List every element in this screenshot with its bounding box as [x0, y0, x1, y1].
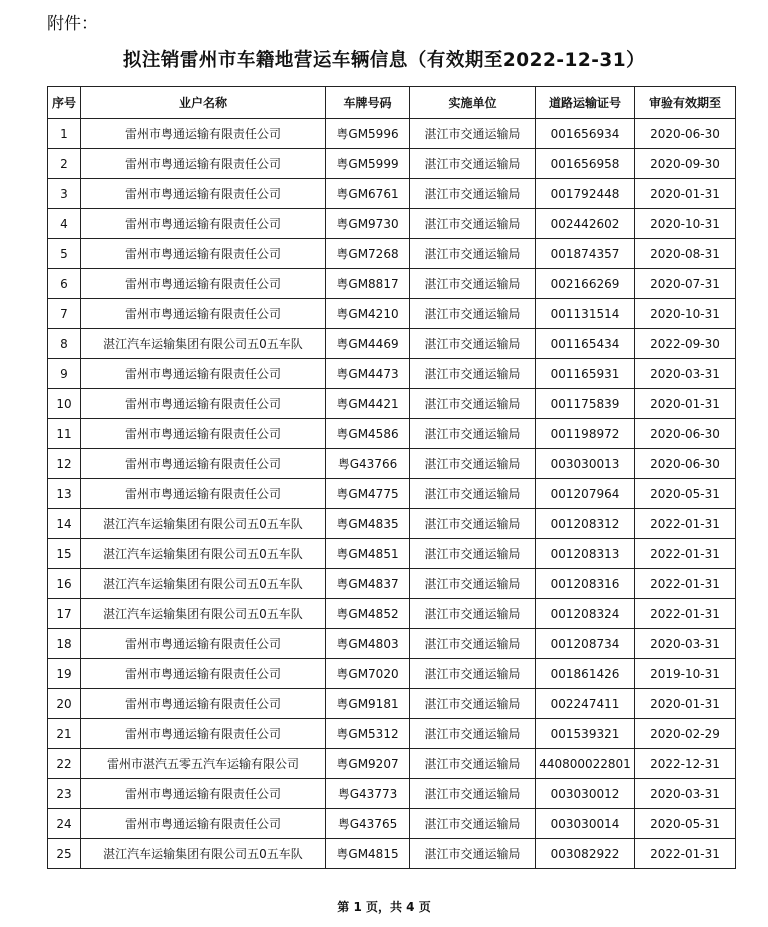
- cell-expiry: 2022-01-31: [635, 569, 736, 599]
- cell-expiry: 2020-01-31: [635, 689, 736, 719]
- table-row: [48, 269, 736, 299]
- cell-seq: 20: [48, 689, 81, 719]
- cell-plate: 粤GM4469: [326, 329, 410, 359]
- cell-permit: 001656934: [536, 119, 635, 149]
- cell-permit: 001198972: [536, 419, 635, 449]
- cell-permit: 001175839: [536, 389, 635, 419]
- cell-plate: 粤GM4851: [326, 539, 410, 569]
- cell-permit: 003030012: [536, 779, 635, 809]
- cell-seq: 18: [48, 629, 81, 659]
- cell-company: 雷州市粤通运输有限责任公司: [81, 449, 326, 479]
- header-row: [48, 87, 736, 119]
- cell-company: 雷州市粤通运输有限责任公司: [81, 659, 326, 689]
- cell-plate: 粤GM5999: [326, 149, 410, 179]
- table-row: [48, 479, 736, 509]
- cell-expiry: 2020-05-31: [635, 479, 736, 509]
- cell-plate: 粤GM9730: [326, 209, 410, 239]
- cell-expiry: 2020-10-31: [635, 209, 736, 239]
- cell-agency: 湛江市交通运输局: [410, 479, 536, 509]
- header-permit: 道路运输证号: [536, 87, 635, 119]
- cell-seq: 15: [48, 539, 81, 569]
- cell-agency: 湛江市交通运输局: [410, 329, 536, 359]
- cell-seq: 12: [48, 449, 81, 479]
- cell-permit: 001208316: [536, 569, 635, 599]
- cell-company: 湛江汽车运输集团有限公司五0五车队: [81, 509, 326, 539]
- table-row: [48, 239, 736, 269]
- cell-permit: 001792448: [536, 179, 635, 209]
- cell-seq: 24: [48, 809, 81, 839]
- cell-expiry: 2020-06-30: [635, 449, 736, 479]
- cell-company: 雷州市粤通运输有限责任公司: [81, 719, 326, 749]
- table-row: [48, 629, 736, 659]
- cell-permit: 001861426: [536, 659, 635, 689]
- cell-permit: 001208312: [536, 509, 635, 539]
- cell-plate: 粤G43765: [326, 809, 410, 839]
- cell-expiry: 2020-03-31: [635, 779, 736, 809]
- cell-expiry: 2019-10-31: [635, 659, 736, 689]
- cell-seq: 6: [48, 269, 81, 299]
- cell-permit: 001165931: [536, 359, 635, 389]
- cell-permit: 001539321: [536, 719, 635, 749]
- cell-permit: 001165434: [536, 329, 635, 359]
- cell-agency: 湛江市交通运输局: [410, 599, 536, 629]
- cell-permit: 001207964: [536, 479, 635, 509]
- cell-agency: 湛江市交通运输局: [410, 809, 536, 839]
- cell-seq: 22: [48, 749, 81, 779]
- cell-seq: 23: [48, 779, 81, 809]
- cell-plate: 粤GM4837: [326, 569, 410, 599]
- cell-plate: 粤G43773: [326, 779, 410, 809]
- cell-seq: 9: [48, 359, 81, 389]
- cell-company: 雷州市粤通运输有限责任公司: [81, 629, 326, 659]
- cell-company: 雷州市粤通运输有限责任公司: [81, 389, 326, 419]
- cell-permit: 001656958: [536, 149, 635, 179]
- cell-expiry: 2020-07-31: [635, 269, 736, 299]
- header-plate: 车牌号码: [326, 87, 410, 119]
- cell-plate: 粤GM4775: [326, 479, 410, 509]
- cell-plate: 粤GM4815: [326, 839, 410, 869]
- cell-permit: 002247411: [536, 689, 635, 719]
- header-seq: 序号: [48, 87, 81, 119]
- cell-agency: 湛江市交通运输局: [410, 389, 536, 419]
- cell-expiry: 2022-01-31: [635, 839, 736, 869]
- cell-plate: 粤GM8817: [326, 269, 410, 299]
- page-footer: 第 1 页，共 4 页: [337, 900, 431, 914]
- cell-agency: 湛江市交通运输局: [410, 359, 536, 389]
- cell-seq: 1: [48, 119, 81, 149]
- table-row: [48, 119, 736, 149]
- cell-expiry: 2020-06-30: [635, 119, 736, 149]
- cell-plate: 粤GM6761: [326, 179, 410, 209]
- cell-permit: 002442602: [536, 209, 635, 239]
- cell-expiry: 2020-09-30: [635, 149, 736, 179]
- cell-company: 湛江汽车运输集团有限公司五0五车队: [81, 539, 326, 569]
- cell-expiry: 2020-10-31: [635, 299, 736, 329]
- cell-agency: 湛江市交通运输局: [410, 719, 536, 749]
- cell-company: 雷州市粤通运输有限责任公司: [81, 689, 326, 719]
- cell-permit: 003082922: [536, 839, 635, 869]
- cell-agency: 湛江市交通运输局: [410, 269, 536, 299]
- cell-seq: 7: [48, 299, 81, 329]
- cell-expiry: 2022-09-30: [635, 329, 736, 359]
- cell-agency: 湛江市交通运输局: [410, 569, 536, 599]
- table-row: [48, 539, 736, 569]
- cell-expiry: 2022-01-31: [635, 599, 736, 629]
- table-row: [48, 449, 736, 479]
- cell-seq: 10: [48, 389, 81, 419]
- cell-seq: 4: [48, 209, 81, 239]
- cell-seq: 5: [48, 239, 81, 269]
- cell-agency: 湛江市交通运输局: [410, 149, 536, 179]
- cell-agency: 湛江市交通运输局: [410, 239, 536, 269]
- cell-agency: 湛江市交通运输局: [410, 539, 536, 569]
- cell-expiry: 2020-01-31: [635, 389, 736, 419]
- cell-company: 雷州市粤通运输有限责任公司: [81, 809, 326, 839]
- table-row: [48, 389, 736, 419]
- cell-seq: 3: [48, 179, 81, 209]
- cell-plate: 粤GM4421: [326, 389, 410, 419]
- cell-plate: 粤GM5312: [326, 719, 410, 749]
- table-row: [48, 779, 736, 809]
- header-expiry: 审验有效期至: [635, 87, 736, 119]
- cell-expiry: 2020-03-31: [635, 359, 736, 389]
- cell-seq: 16: [48, 569, 81, 599]
- cell-agency: 湛江市交通运输局: [410, 299, 536, 329]
- cell-plate: 粤GM4803: [326, 629, 410, 659]
- cell-agency: 湛江市交通运输局: [410, 449, 536, 479]
- cell-agency: 湛江市交通运输局: [410, 689, 536, 719]
- cell-seq: 21: [48, 719, 81, 749]
- cell-agency: 湛江市交通运输局: [410, 659, 536, 689]
- cell-seq: 19: [48, 659, 81, 689]
- header-agency: 实施单位: [410, 87, 536, 119]
- cell-plate: 粤GM4852: [326, 599, 410, 629]
- cell-company: 湛江汽车运输集团有限公司五0五车队: [81, 569, 326, 599]
- table-header: [48, 87, 736, 119]
- cell-plate: 粤GM4473: [326, 359, 410, 389]
- cell-plate: 粤GM4586: [326, 419, 410, 449]
- cell-company: 雷州市粤通运输有限责任公司: [81, 179, 326, 209]
- cell-expiry: 2022-01-31: [635, 509, 736, 539]
- cell-company: 雷州市粤通运输有限责任公司: [81, 779, 326, 809]
- cell-permit: 002166269: [536, 269, 635, 299]
- attachment-label: 附件：: [47, 14, 98, 34]
- cell-expiry: 2020-05-31: [635, 809, 736, 839]
- table-row: [48, 419, 736, 449]
- cell-permit: 001131514: [536, 299, 635, 329]
- document-title: 拟注销雷州市车籍地营运车辆信息（有效期至2022-12-31）: [122, 50, 646, 71]
- cell-plate: 粤GM9207: [326, 749, 410, 779]
- cell-company: 雷州市粤通运输有限责任公司: [81, 299, 326, 329]
- cell-seq: 11: [48, 419, 81, 449]
- cell-company: 湛江汽车运输集团有限公司五0五车队: [81, 599, 326, 629]
- cell-plate: 粤G43766: [326, 449, 410, 479]
- table-row: [48, 209, 736, 239]
- table-row: [48, 569, 736, 599]
- cell-company: 雷州市粤通运输有限责任公司: [81, 119, 326, 149]
- cell-company: 雷州市粤通运输有限责任公司: [81, 359, 326, 389]
- table-row: [48, 329, 736, 359]
- cell-company: 雷州市粤通运输有限责任公司: [81, 479, 326, 509]
- cell-company: 雷州市粤通运输有限责任公司: [81, 419, 326, 449]
- table-row: [48, 719, 736, 749]
- table-row: [48, 179, 736, 209]
- cell-expiry: 2020-08-31: [635, 239, 736, 269]
- cell-seq: 8: [48, 329, 81, 359]
- table-row: [48, 599, 736, 629]
- cell-permit: 001874357: [536, 239, 635, 269]
- cell-expiry: 2020-02-29: [635, 719, 736, 749]
- cell-expiry: 2022-01-31: [635, 539, 736, 569]
- cell-plate: 粤GM4210: [326, 299, 410, 329]
- vehicle-table: [47, 86, 736, 869]
- table-row: [48, 749, 736, 779]
- cell-company: 湛江汽车运输集团有限公司五0五车队: [81, 329, 326, 359]
- cell-expiry: 2020-01-31: [635, 179, 736, 209]
- cell-agency: 湛江市交通运输局: [410, 749, 536, 779]
- table-body: [48, 119, 736, 869]
- cell-company: 雷州市粤通运输有限责任公司: [81, 239, 326, 269]
- cell-expiry: 2022-12-31: [635, 749, 736, 779]
- table-row: [48, 839, 736, 869]
- cell-permit: 440800022801: [536, 749, 635, 779]
- table-row: [48, 689, 736, 719]
- cell-agency: 湛江市交通运输局: [410, 209, 536, 239]
- cell-permit: 003030013: [536, 449, 635, 479]
- cell-permit: 001208734: [536, 629, 635, 659]
- cell-company: 湛江汽车运输集团有限公司五0五车队: [81, 839, 326, 869]
- cell-seq: 17: [48, 599, 81, 629]
- table-row: [48, 509, 736, 539]
- cell-seq: 25: [48, 839, 81, 869]
- cell-agency: 湛江市交通运输局: [410, 509, 536, 539]
- cell-expiry: 2020-03-31: [635, 629, 736, 659]
- table-row: [48, 359, 736, 389]
- table-row: [48, 299, 736, 329]
- cell-agency: 湛江市交通运输局: [410, 629, 536, 659]
- cell-plate: 粤GM7020: [326, 659, 410, 689]
- cell-seq: 13: [48, 479, 81, 509]
- table-row: [48, 809, 736, 839]
- cell-company: 雷州市粤通运输有限责任公司: [81, 209, 326, 239]
- cell-permit: 001208313: [536, 539, 635, 569]
- cell-company: 雷州市粤通运输有限责任公司: [81, 149, 326, 179]
- table-row: [48, 149, 736, 179]
- cell-agency: 湛江市交通运输局: [410, 179, 536, 209]
- table-row: [48, 659, 736, 689]
- cell-agency: 湛江市交通运输局: [410, 119, 536, 149]
- cell-agency: 湛江市交通运输局: [410, 839, 536, 869]
- cell-plate: 粤GM5996: [326, 119, 410, 149]
- cell-plate: 粤GM4835: [326, 509, 410, 539]
- cell-expiry: 2020-06-30: [635, 419, 736, 449]
- header-company: 业户名称: [81, 87, 326, 119]
- cell-permit: 001208324: [536, 599, 635, 629]
- cell-plate: 粤GM9181: [326, 689, 410, 719]
- cell-company: 雷州市湛汽五零五汽车运输有限公司: [81, 749, 326, 779]
- cell-plate: 粤GM7268: [326, 239, 410, 269]
- cell-seq: 14: [48, 509, 81, 539]
- cell-permit: 003030014: [536, 809, 635, 839]
- cell-agency: 湛江市交通运输局: [410, 779, 536, 809]
- cell-seq: 2: [48, 149, 81, 179]
- cell-company: 雷州市粤通运输有限责任公司: [81, 269, 326, 299]
- cell-agency: 湛江市交通运输局: [410, 419, 536, 449]
